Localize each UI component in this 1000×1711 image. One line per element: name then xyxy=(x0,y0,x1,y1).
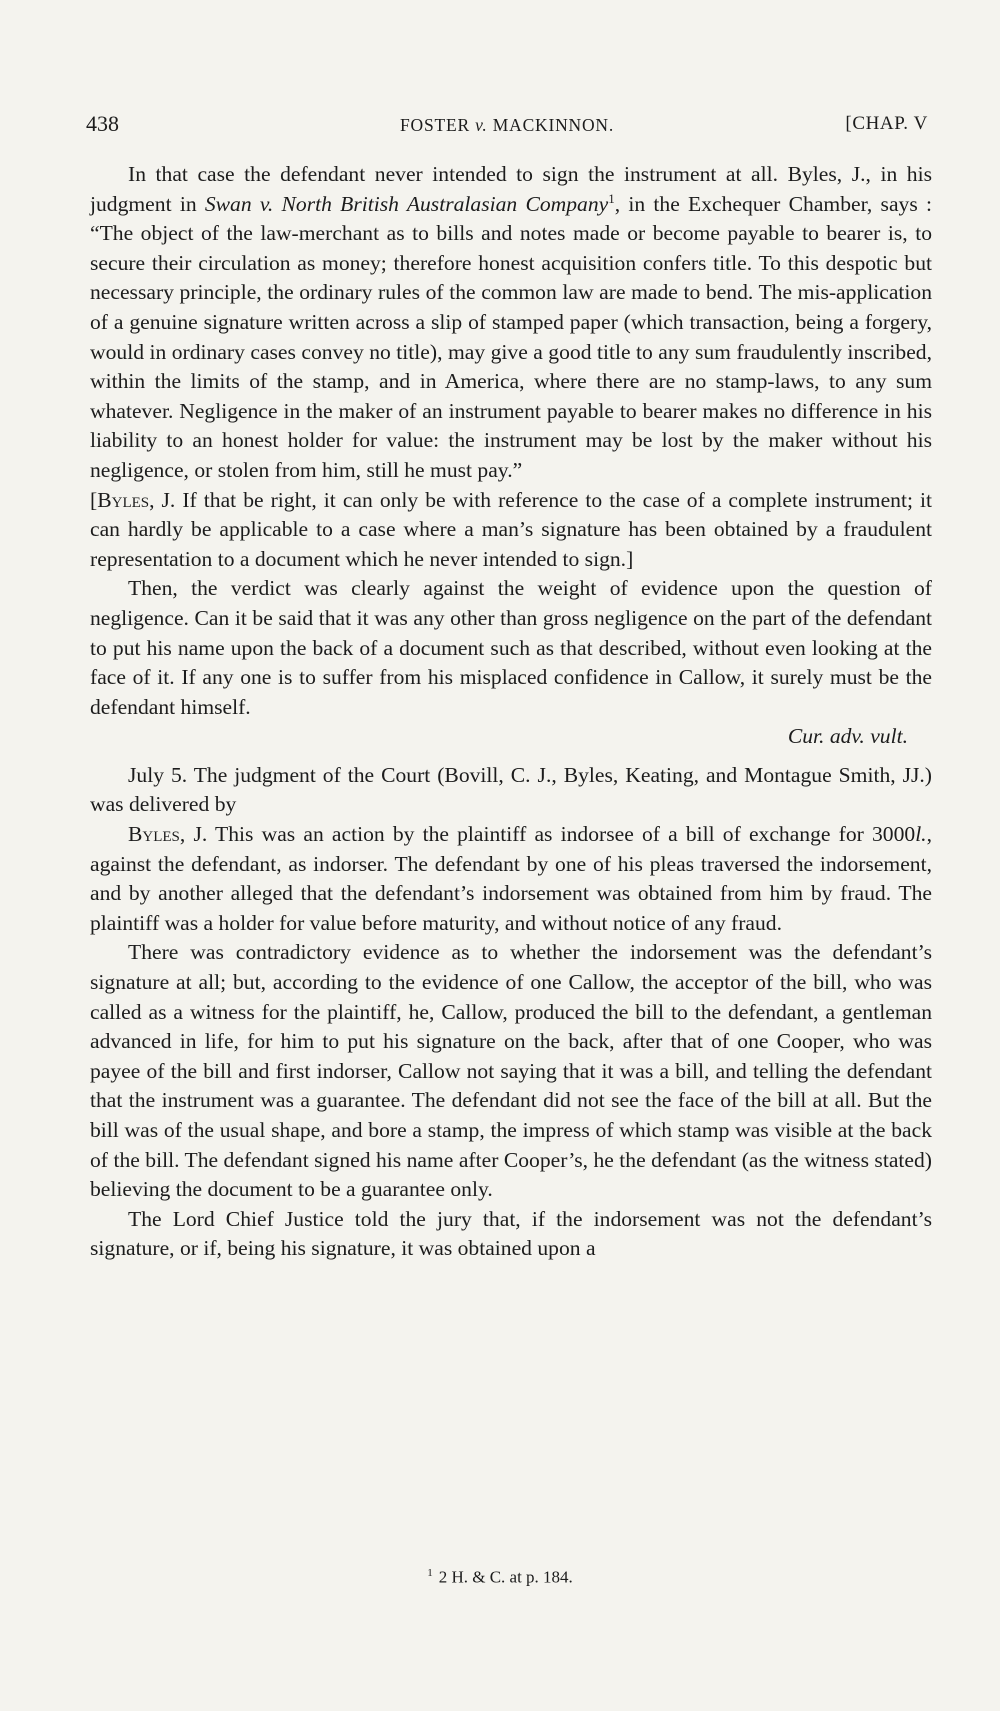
paragraph-text: In that case the defendant never intended to sign the instrument at all. Byles, J., in his judgment in xyxy=(90,162,932,216)
paragraph-text: Then, the verdict was clearly against the weight of evidence upon the question of negligence. Can it be said that it was any other than gross negligence on the part of the defendant to put his name upon the back of a document such as that described, without even looking at the face of it. If any one is to suffer from his misplaced confidence in Callow, it surely must be the defendant himself. xyxy=(90,576,932,719)
paragraph-text: If that be right, it can only be with reference to the case of a complete instrument; it can hardly be applicable to a case where a man’s signature has been obtained by a fraudulent representation to a document which he never intended to sign.] xyxy=(90,487,932,571)
speaker-name: Byles, J. xyxy=(128,822,208,847)
paragraph-evidence xyxy=(90,938,932,1204)
paragraph-text: , against the defendant, as indorser. The defendant by one of his pleas traversed the indorsement, and by another alleged that the defendant’s indorsement was obtained from him by fraud. The plaintiff was a holder for value before maturity, and without notice of any fraud. xyxy=(90,822,932,935)
paragraph-text: There was contradictory evidence as to whether the indorsement was the defendant’s signature at all; but, according to the evidence of one Callow, the acceptor of the bill, who was called as a witness for the plaintiff, he, Callow, produced the bill to the defendant, a gentleman advanced in life, for him to put his signature on the back, after that of one Cooper, who was payee of the bill and first indorser, Callow not saying that it was a bill, and telling the defendant that the instrument was a guarantee. The defendant did not see the face of the bill at all. But the bill was of the usual shape, and bore a stamp, the impress of which stamp was visible at the back of the bill. The defendant signed his name after Cooper’s, he the defendant (as the witness stated) believing the document to be a guarantee only. xyxy=(90,940,932,1202)
footnote-reference: 1 xyxy=(608,190,615,206)
paragraph-judgment-opening xyxy=(90,820,932,938)
page-number: 438 xyxy=(86,111,119,136)
running-title-party-2: MACKINNON. xyxy=(492,115,615,135)
running-title-party-1: FOSTER xyxy=(399,115,470,135)
paragraph-negligence xyxy=(90,574,932,722)
paragraph-interjection xyxy=(90,486,932,575)
paragraph-text: This was an action by the plaintiff as indorsee of a bill of exchange for 3000 xyxy=(207,822,916,847)
running-title-versus: v. xyxy=(475,115,488,135)
footnote-text: 2 H. & C. at p. 184. xyxy=(438,1567,573,1587)
footnote-mark: 1 xyxy=(427,1567,433,1579)
paragraph-quotation xyxy=(90,160,932,486)
case-citation: Swan v. North British Australasian Company xyxy=(204,191,609,216)
running-head xyxy=(86,111,928,143)
curia-advisari-vult: Cur. adv. vult. xyxy=(787,724,908,749)
paragraph-text: , in the Exchequer Chamber, says : “The object of the law-merchant as to bills and notes made or become payable to bearer is, to secure their circulation as money; therefore honest acquisition confers title. To this despotic but necessary principle, the ordinary rules of the common law are made to bend. The mis-application of a genuine signature written across a slip of stamped paper (which transaction, being a forgery, would in ordinary cases convey no title), may give a good title to any sum fraudulently inscribed, within the limits of the stamp, and in America, where there are no stamp-laws, to any sum whatever. Negligence in the maker of an instrument payable to bearer makes no difference in his liability to an honest holder for value: the instrument may be lost by the maker without his negligence, or stolen from him, still he must pay.” xyxy=(90,191,932,482)
paragraph-jury-direction xyxy=(90,1205,932,1264)
footnote xyxy=(0,1567,1000,1588)
currency-mark: l. xyxy=(915,822,927,847)
body-text xyxy=(90,160,932,1264)
bracket-open: [ xyxy=(90,487,98,512)
paragraph-text: July 5. The judgment of the Court (Bovill, C. J., Byles, Keating, and Montague Smith, JJ.) was delivered by xyxy=(90,762,932,817)
chapter-reference: [CHAP. V xyxy=(845,113,928,134)
speaker-name: Byles, J. xyxy=(97,487,176,512)
paragraph-text: The Lord Chief Justice told the jury that, if the indorsement was not the defendant’s signature, or if, being his signature, it was obtained upon a xyxy=(90,1206,932,1261)
running-title xyxy=(86,115,928,136)
paragraph-judgment-date xyxy=(90,761,932,820)
